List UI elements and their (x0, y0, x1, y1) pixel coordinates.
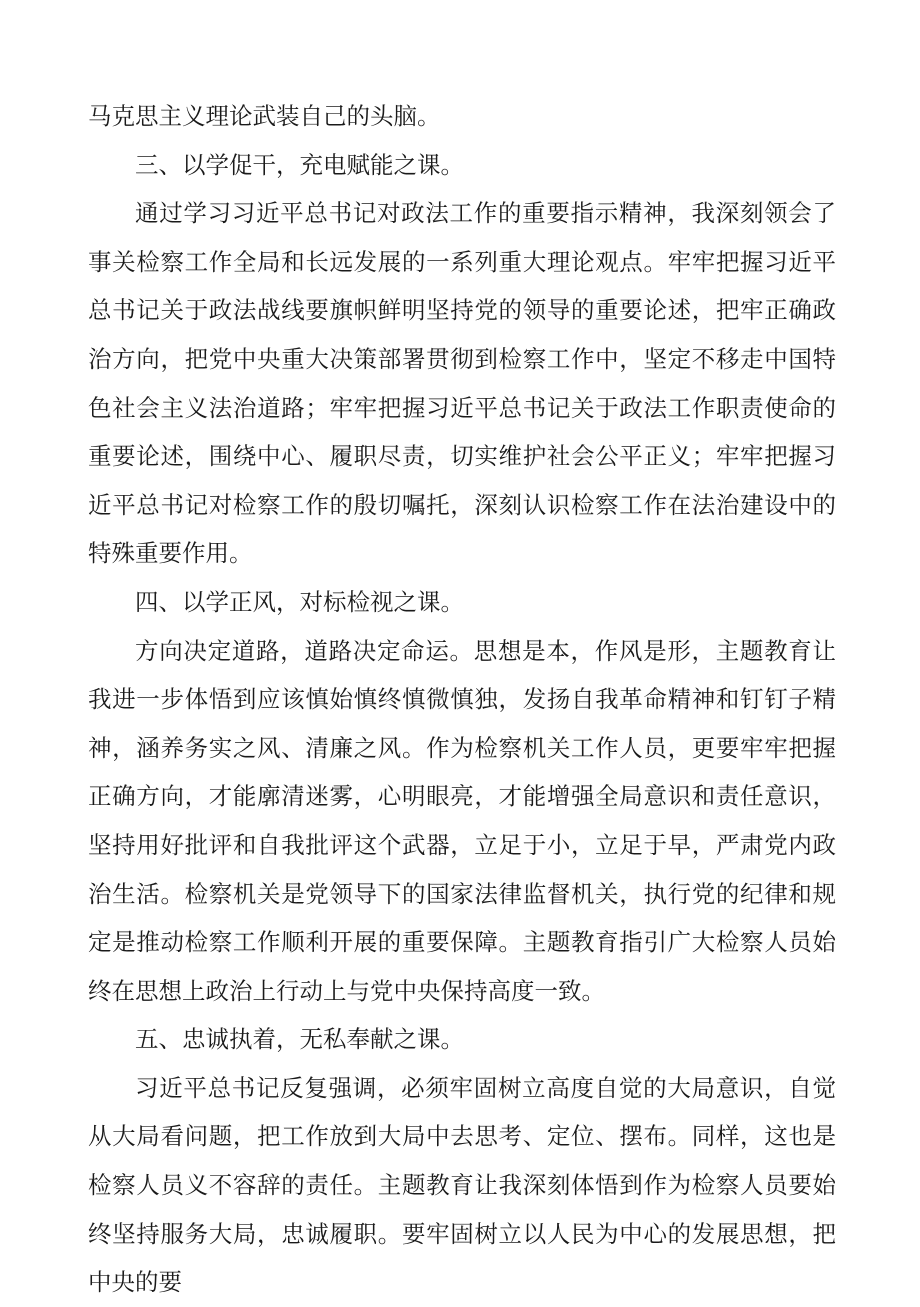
section-heading-3: 三、以学促干，充电赋能之课。 (135, 150, 464, 179)
paragraph-section-3: 通过学习习近平总书记对政法工作的重要指示精神，我深刻领会了事关检察工作全局和长远发展的一系列重大理论观点。牢牢把握习近平总书记关于政法战线要旗帜鲜明坚持党的领导的重要论述，把牢正确政治方向，把党中央重大决策部署贯彻到检察工作中，坚定不移走中国特色社会主义法治道路；牢牢把握习近平总书记关于政法工作职责使命的重要论述，围绕中心、履职尽责，切实维护社会公平正义；牢牢把握习近平总书记对检察工作的殷切嘱托，深刻认识检察工作在法治建设中的特殊重要作用。 (88, 199, 836, 568)
paragraph-section-4: 方向决定道路，道路决定命运。思想是本，作风是形，主题教育让我进一步体悟到应该慎始慎终慎微慎独，发扬自我革命精神和钉钉子精神，涵养务实之风、清廉之风。作为检察机关工作人员，更要牢牢把握正确方向，才能廓清迷雾，心明眼亮，才能增强全局意识和责任意识，坚持用好批评和自我批评这个武器，立足于小，立足于早，严肃党内政治生活。检察机关是党领导下的国家法律监督机关，执行党的纪律和规定是推动检察工作顺利开展的重要保障。主题教育指引广大检察人员始终在思想上政治上行动上与党中央保持高度一致。 (88, 636, 836, 1005)
document-body (88, 92, 836, 1307)
paragraph-continuation: 马克思主义理论武装自己的头脑。 (88, 102, 441, 130)
section-heading-4: 四、以学正风，对标检视之课。 (135, 587, 464, 616)
section-heading-5: 五、忠诚执着，无私奉献之课。 (135, 1025, 464, 1054)
paragraph-section-5: 习近平总书记反复强调，必须牢固树立高度自觉的大局意识，自觉从大局看问题，把工作放到大局中去思考、定位、摆布。同样，这也是检察人员义不容辞的责任。主题教育让我深刻体悟到作为检察人员要始终坚持服务大局，忠诚履职。要牢固树立以人民为中心的发展思想，把中央的要 (88, 1073, 836, 1297)
